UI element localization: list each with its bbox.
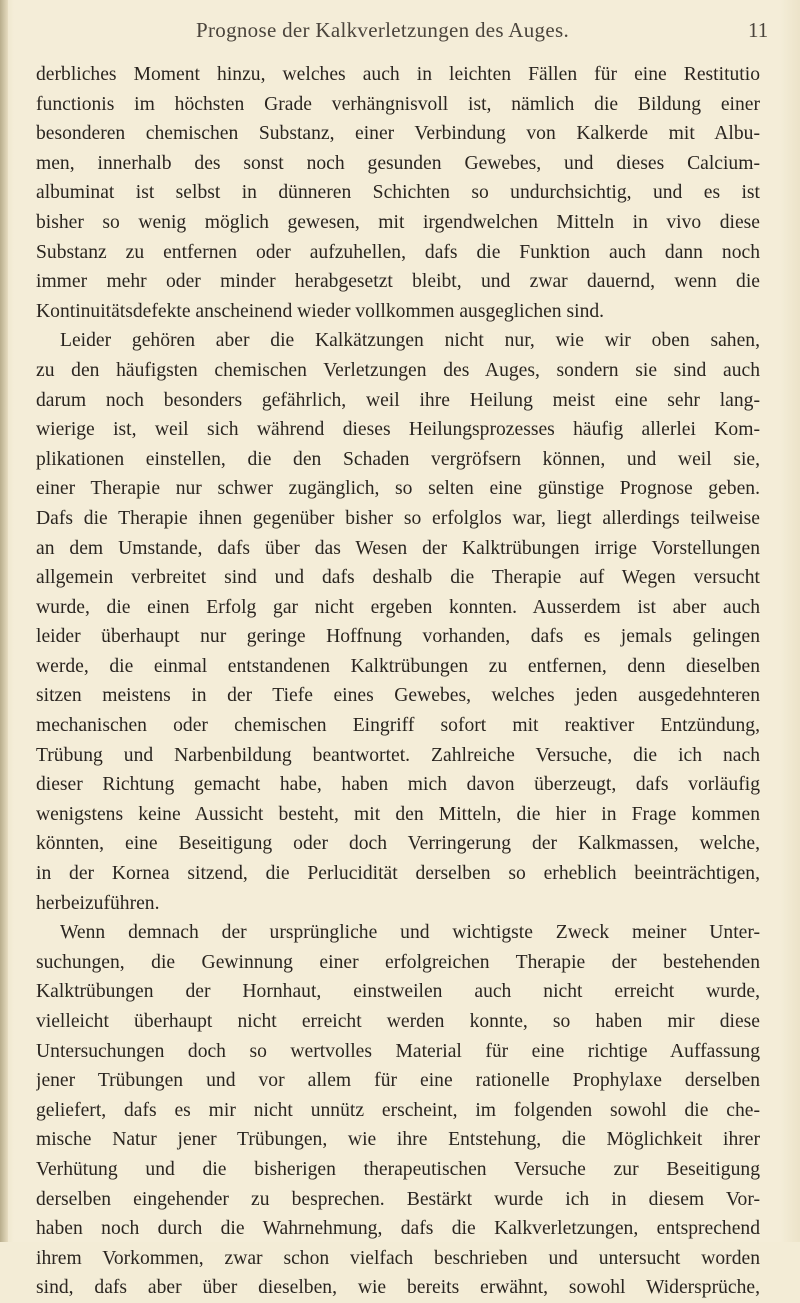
text-line: mechanischen oder chemischen Eingriff sofort mit reaktiver Entzündung, [36, 715, 760, 737]
text-line: jener Trübungen und vor allem für eine rationelle Prophylaxe derselben [36, 1070, 760, 1092]
text-line: wierige ist, weil sich während dieses Heilungsprozesses häufig allerlei Kom- [36, 419, 760, 441]
text-line: sind, dafs aber über dieselben, wie bereits erwähnt, sowohl Widersprüche, [36, 1277, 760, 1299]
text-line: an dem Umstande, dafs über das Wesen der Kalktrübungen irrige Vorstellungen [36, 537, 760, 559]
text-line: bisher so wenig möglich gewesen, mit irgendwelchen Mitteln in vivo diese [36, 211, 760, 233]
text-line: Trübung und Narbenbildung beantwortet. Zahlreiche Versuche, die ich nach [36, 744, 760, 766]
page-header [0, 18, 800, 48]
text-line: sitzen meistens in der Tiefe eines Gewebes, welches jeden ausgedehnteren [36, 685, 760, 707]
text-line: wenigstens keine Aussicht besteht, mit den Mitteln, die hier in Frage kommen [36, 803, 760, 825]
text-line: mische Natur jener Trübungen, wie ihre Entstehung, die Möglichkeit ihrer [36, 1129, 760, 1151]
text-line: Untersuchungen doch so wertvolles Material für eine richtige Auffassung [36, 1040, 760, 1062]
text-line: dieser Richtung gemacht habe, haben mich davon überzeugt, dafs vorläufig [36, 774, 760, 796]
text-line: herbeizuführen. [36, 892, 160, 914]
text-line: Kalktrübungen der Hornhaut, einstweilen auch nicht erreicht wurde, [36, 981, 760, 1003]
text-line: könnten, eine Beseitigung oder doch Verringerung der Kalkmassen, welche, [36, 833, 760, 855]
running-title: Prognose der Kalkverletzungen des Auges. [196, 18, 569, 42]
text-line: darum noch besonders gefährlich, weil ihre Heilung meist eine sehr lang- [36, 389, 760, 411]
text-line: ihrem Vorkommen, zwar schon vielfach beschrieben und untersucht worden [36, 1247, 760, 1269]
text-line: geliefert, dafs es mir nicht unnütz erscheint, im folgenden sowohl die che- [36, 1099, 760, 1121]
text-line: Substanz zu entfernen oder aufzuhellen, dafs die Funktion auch dann noch [36, 241, 760, 263]
text-line: allgemein verbreitet sind und dafs deshalb die Therapie auf Wegen versucht [36, 567, 760, 589]
text-line: besonderen chemischen Substanz, einer Verbindung von Kalkerde mit Albu- [36, 123, 760, 145]
text-line: Leider gehören aber die Kalkätzungen nicht nur, wie wir oben sahen, [60, 330, 760, 352]
text-line: Verhütung und die bisherigen therapeutischen Versuche zur Beseitigung [36, 1158, 760, 1180]
text-line: zu den häufigsten chemischen Verletzungen des Auges, sondern sie sind auch [36, 359, 760, 381]
text-line: wurde, die einen Erfolg gar nicht ergeben konnten. Ausserdem ist aber auch [36, 596, 760, 618]
text-line: plikationen einstellen, die den Schaden vergröfsern können, und weil sie, [36, 448, 760, 470]
text-line: immer mehr oder minder herabgesetzt bleibt, und zwar dauernd, wenn die [36, 271, 760, 293]
text-line: haben noch durch die Wahrnehmung, dafs die Kalkverletzungen, entsprechend [36, 1218, 760, 1240]
text-line: Dafs die Therapie ihnen gegenüber bisher so erfolglos war, liegt allerdings teilweise [36, 507, 760, 529]
text-line: Kontinuitätsdefekte anscheinend wieder vollkommen ausgeglichen sind. [36, 300, 605, 322]
body-text [36, 60, 760, 1303]
text-line: men, innerhalb des sonst noch gesunden Gewebes, und dieses Calcium- [36, 152, 760, 174]
text-line: werde, die einmal entstandenen Kalktrübungen zu entfernen, denn dieselben [36, 655, 760, 677]
text-line: suchungen, die Gewinnung einer erfolgreichen Therapie der bestehenden [36, 951, 760, 973]
text-line: in der Kornea sitzend, die Perlucidität derselben so erheblich beeinträchtigen, [36, 863, 760, 885]
page-number: 11 [748, 18, 769, 42]
text-line: derselben eingehender zu besprechen. Bestärkt wurde ich in diesem Vor- [36, 1188, 760, 1210]
text-line: derbliches Moment hinzu, welches auch in leichten Fällen für eine Restitutio [36, 64, 760, 85]
text-line: einer Therapie nur schwer zugänglich, so selten eine günstige Prognose geben. [36, 478, 760, 500]
page-spine-shadow [0, 0, 8, 1242]
text-line: leider überhaupt nur geringe Hoffnung vorhanden, dafs es jemals gelingen [36, 626, 760, 648]
text-line: albuminat ist selbst in dünneren Schichten so undurchsichtig, und es ist [36, 182, 760, 204]
text-line: functionis im höchsten Grade verhängnisvoll ist, nämlich die Bildung einer [36, 93, 760, 115]
text-line: vielleicht überhaupt nicht erreicht werden konnte, so haben mir diese [36, 1011, 760, 1032]
text-line: Wenn demnach der ursprüngliche und wichtigste Zweck meiner Unter- [60, 922, 760, 944]
